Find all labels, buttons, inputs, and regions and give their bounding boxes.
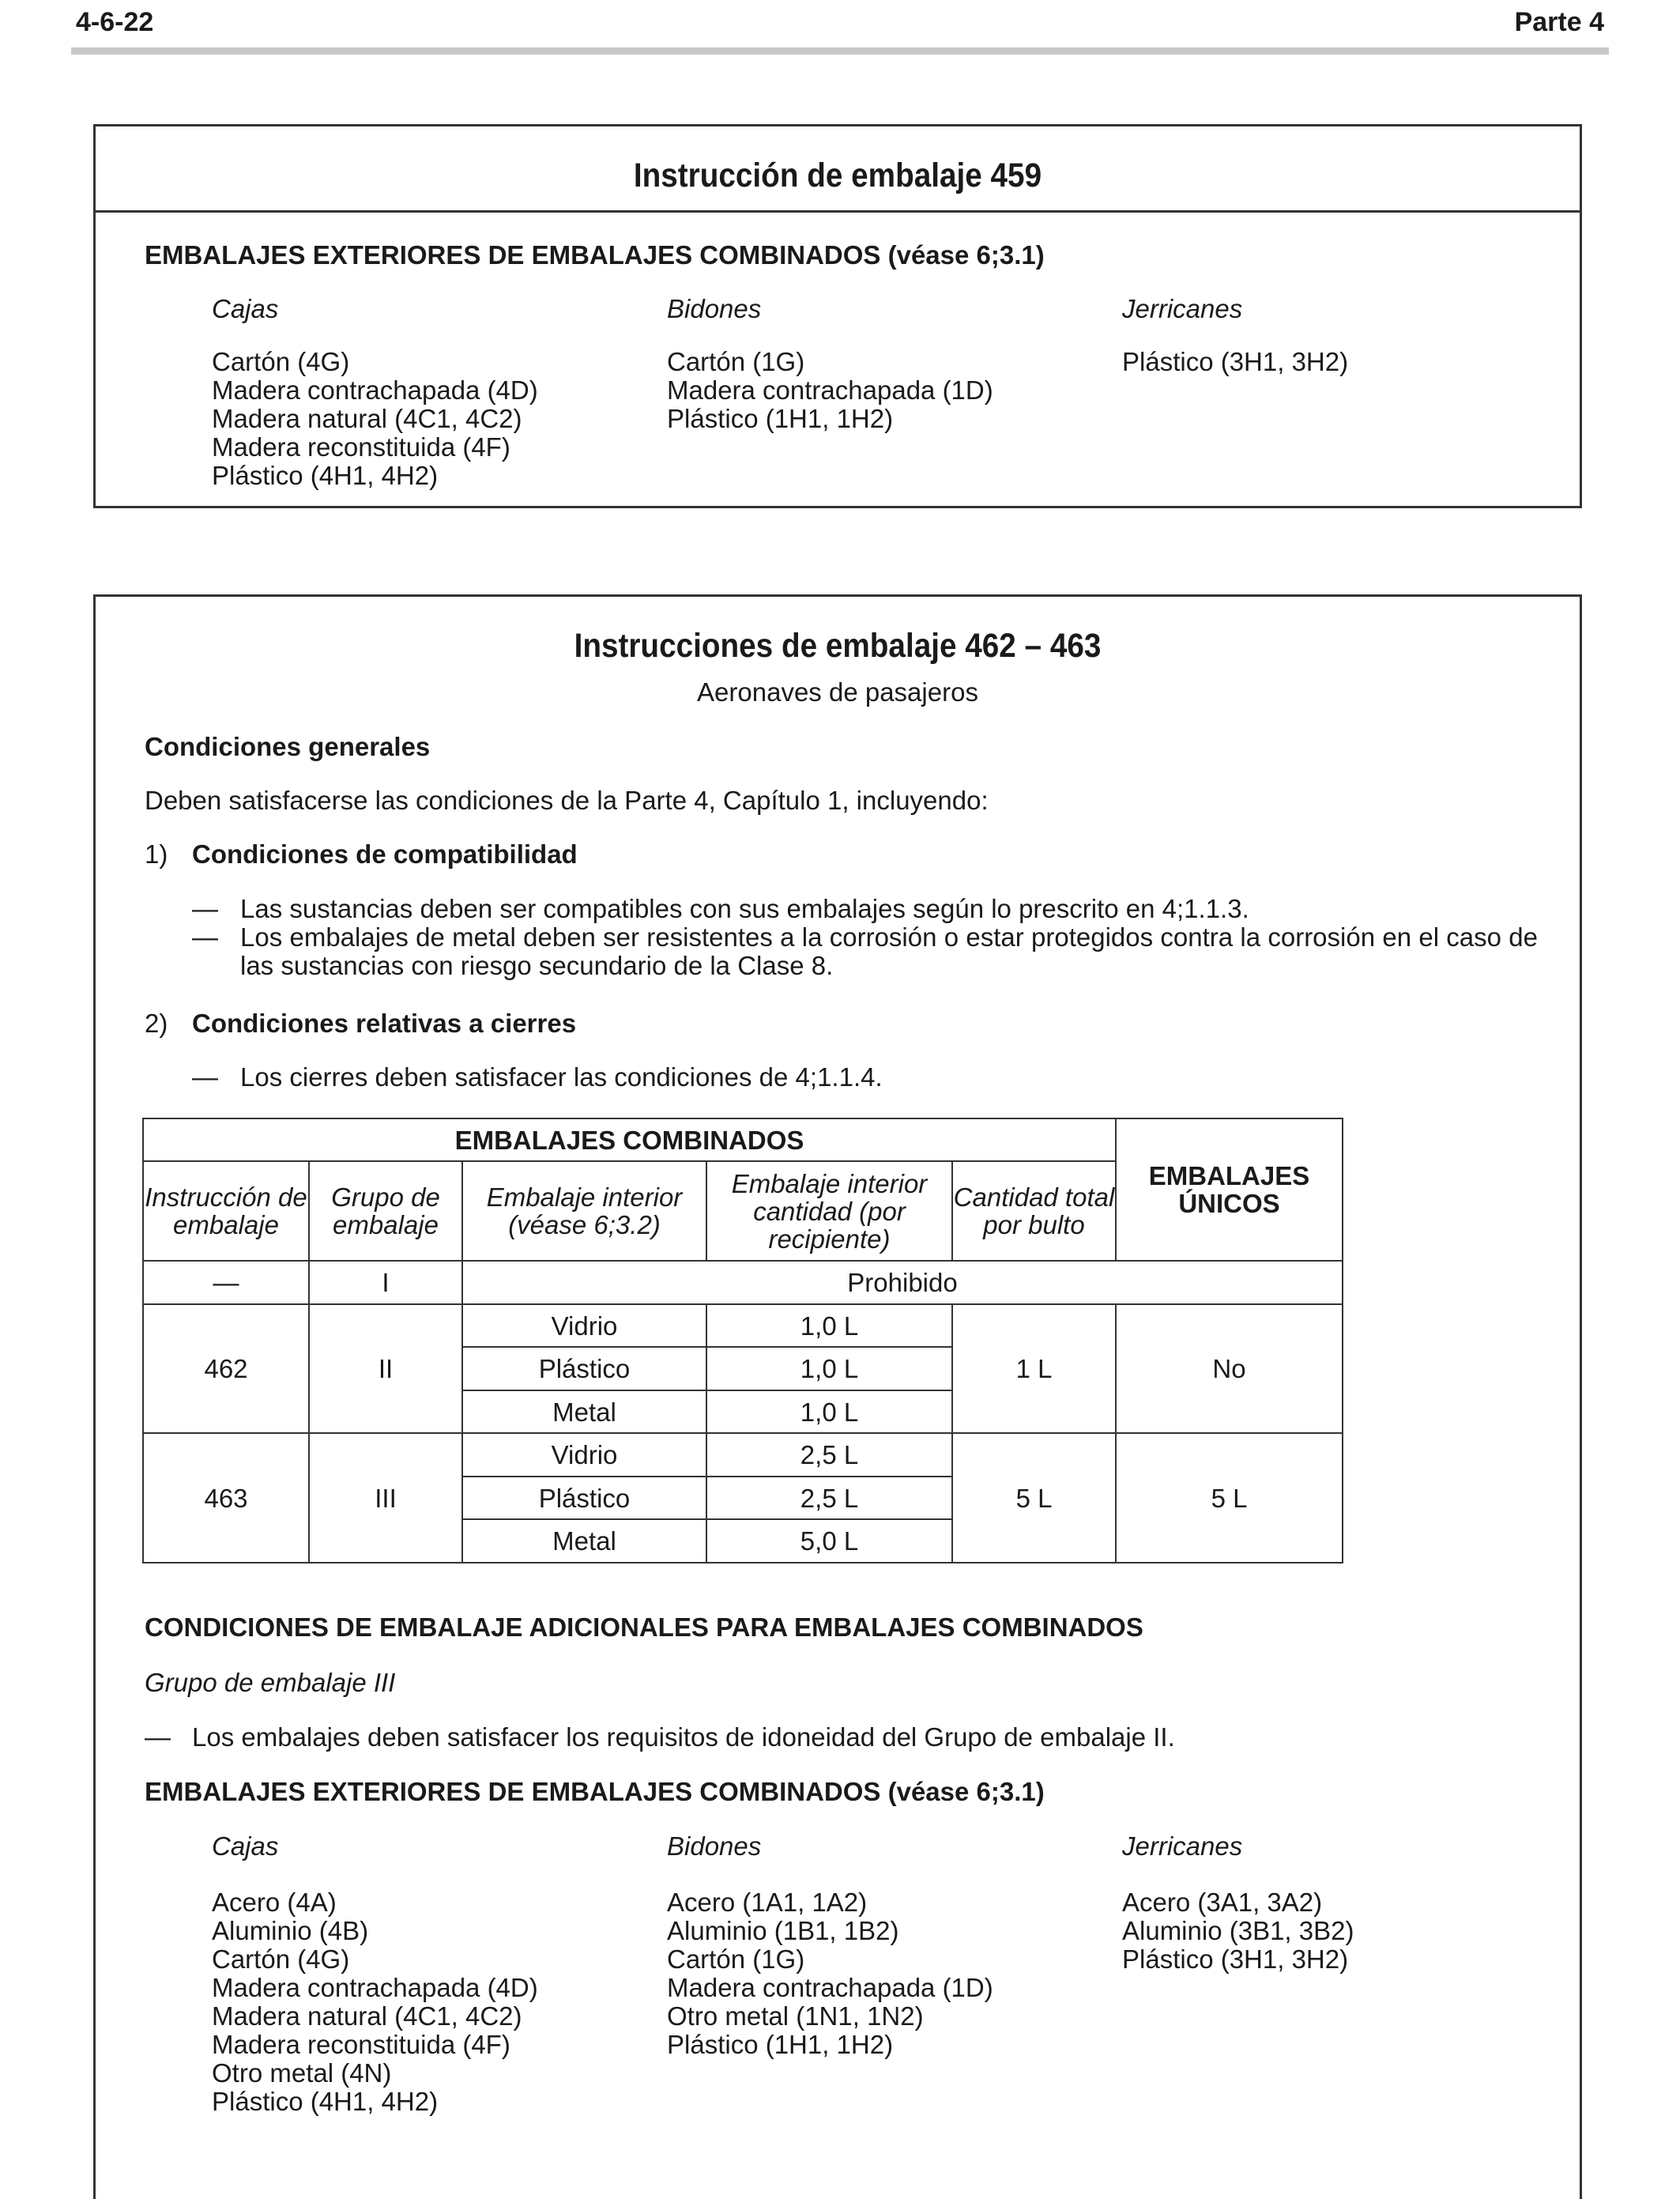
pi462-subtitle: Aeronaves de pasajeros	[697, 677, 978, 707]
table-cell: I	[309, 1261, 462, 1304]
list-item: Madera contrachapada (1D)	[667, 375, 993, 405]
col-header: Grupo de embalaje	[309, 1161, 462, 1261]
list-item: Aluminio (1B1, 1B2)	[667, 1916, 899, 1945]
bullet-text: Los embalajes deben satisfacer los requisitos de idoneidad del Grupo de embalaje II.	[192, 1722, 1175, 1752]
quantity-limits-table	[142, 1118, 1343, 1563]
list-item: Plástico (4H1, 4H2)	[212, 2087, 439, 2116]
packing-instruction-459-box	[93, 124, 1582, 508]
condition-title: Condiciones de compatibilidad	[192, 839, 578, 869]
dash: —	[145, 1722, 171, 1752]
forbidden-cell: Prohibido	[462, 1261, 1343, 1304]
general-conditions-heading: Condiciones generales	[145, 732, 431, 761]
table-cell: 5 L	[952, 1433, 1116, 1563]
list-item: Plástico (3H1, 3H2)	[1122, 1944, 1349, 1974]
list-item: Aluminio (4B)	[212, 1916, 369, 1945]
condition-number: 2)	[145, 1009, 168, 1038]
list-item: Plástico (4H1, 4H2)	[212, 461, 439, 490]
single-packagings-header: EMBALAJES ÚNICOS	[1116, 1118, 1343, 1261]
table-cell: No	[1116, 1304, 1343, 1433]
bullet-text: Las sustancias deben ser compatibles con sus embalajes según lo prescrito en 4;1.1.3.	[240, 894, 1249, 923]
outer-packagings-heading: EMBALAJES EXTERIORES DE EMBALAJES COMBINADOS (véase 6;3.1)	[145, 1777, 1045, 1806]
pi462-title: Instrucciones de embalaje 462 – 463	[574, 627, 1102, 665]
condition-number: 1)	[145, 839, 168, 869]
table-cell: III	[309, 1433, 462, 1563]
table-cell: 2,5 L	[706, 1477, 952, 1519]
header-rule	[71, 47, 1609, 55]
dash: —	[192, 1062, 218, 1092]
col-header-jerricanes: Jerricanes	[1122, 294, 1243, 323]
table-cell: 1,0 L	[706, 1304, 952, 1347]
list-item: Plástico (3H1, 3H2)	[1122, 347, 1349, 376]
list-item: Madera natural (4C1, 4C2)	[212, 404, 522, 433]
part-label: Parte 4	[1514, 7, 1604, 37]
list-item: Cartón (1G)	[667, 1944, 805, 1974]
list-item: Madera contrachapada (1D)	[667, 1973, 993, 2002]
bullet-text: Los cierres deben satisfacer las condiciones de 4;1.1.4.	[240, 1062, 883, 1092]
col-header-bidones: Bidones	[667, 294, 762, 323]
table-cell: Metal	[462, 1390, 706, 1433]
title-band	[96, 126, 1580, 213]
list-item: Plástico (1H1, 1H2)	[667, 404, 894, 433]
additional-conditions-heading: CONDICIONES DE EMBALAJE ADICIONALES PARA EMBALAJES COMBINADOS	[145, 1612, 1143, 1642]
condition-title: Condiciones relativas a cierres	[192, 1009, 577, 1038]
col-header: Instrucción de embalaje	[143, 1161, 309, 1261]
list-item: Madera reconstituida (4F)	[212, 432, 510, 462]
col-header-cajas: Cajas	[212, 294, 279, 323]
table-cell: 462	[143, 1304, 309, 1433]
list-item: Cartón (4G)	[212, 347, 350, 376]
col-header-cajas: Cajas	[212, 1831, 279, 1861]
list-item: Cartón (1G)	[667, 347, 805, 376]
additional-group: Grupo de embalaje III	[145, 1668, 396, 1697]
list-item: Madera reconstituida (4F)	[212, 2030, 510, 2059]
table-cell: 1 L	[952, 1304, 1116, 1433]
table-cell: 5,0 L	[706, 1519, 952, 1563]
combined-packagings-header: EMBALAJES COMBINADOS	[143, 1118, 1116, 1161]
list-item: Cartón (4G)	[212, 1944, 350, 1974]
general-conditions-intro: Deben satisfacerse las condiciones de la Parte 4, Capítulo 1, incluyendo:	[145, 786, 989, 815]
table-cell: 1,0 L	[706, 1347, 952, 1390]
table-cell: 5 L	[1116, 1433, 1343, 1563]
page-number: 4-6-22	[76, 7, 154, 37]
table-cell: 1,0 L	[706, 1390, 952, 1433]
col-header-bidones: Bidones	[667, 1831, 762, 1861]
col-header-jerricanes: Jerricanes	[1122, 1831, 1243, 1861]
table-cell: 2,5 L	[706, 1433, 952, 1477]
pi459-title: Instrucción de embalaje 459	[633, 157, 1042, 194]
list-item: Otro metal (4N)	[212, 2058, 392, 2088]
table-cell: Vidrio	[462, 1433, 706, 1477]
dash: —	[192, 922, 218, 952]
table-cell: II	[309, 1304, 462, 1433]
list-item: Madera contrachapada (4D)	[212, 375, 538, 405]
table-cell: —	[143, 1261, 309, 1304]
table-cell: Vidrio	[462, 1304, 706, 1347]
bullet-text: Los embalajes de metal deben ser resistentes a la corrosión o estar protegidos contra la corrosión en el caso de las sustancias con riesgo secundario de la Clase 8.	[240, 922, 1538, 980]
table-cell: Metal	[462, 1519, 706, 1563]
col-header: Cantidad total por bulto	[952, 1161, 1116, 1261]
list-item: Otro metal (1N1, 1N2)	[667, 2001, 924, 2031]
list-item: Aluminio (3B1, 3B2)	[1122, 1916, 1354, 1945]
list-item: Acero (4A)	[212, 1888, 337, 1917]
dash: —	[192, 894, 218, 923]
list-item: Acero (3A1, 3A2)	[1122, 1888, 1323, 1917]
outer-packagings-heading: EMBALAJES EXTERIORES DE EMBALAJES COMBINADOS (véase 6;3.1)	[145, 240, 1045, 270]
col-header: Embalaje interior (véase 6;3.2)	[462, 1161, 706, 1261]
list-item: Madera natural (4C1, 4C2)	[212, 2001, 522, 2031]
table-cell: 463	[143, 1433, 309, 1563]
list-item: Acero (1A1, 1A2)	[667, 1888, 868, 1917]
list-item: Plástico (1H1, 1H2)	[667, 2030, 894, 2059]
table-cell: Plástico	[462, 1477, 706, 1519]
list-item: Madera contrachapada (4D)	[212, 1973, 538, 2002]
table-cell: Plástico	[462, 1347, 706, 1390]
col-header: Embalaje interior cantidad (por recipiente)	[706, 1161, 952, 1261]
